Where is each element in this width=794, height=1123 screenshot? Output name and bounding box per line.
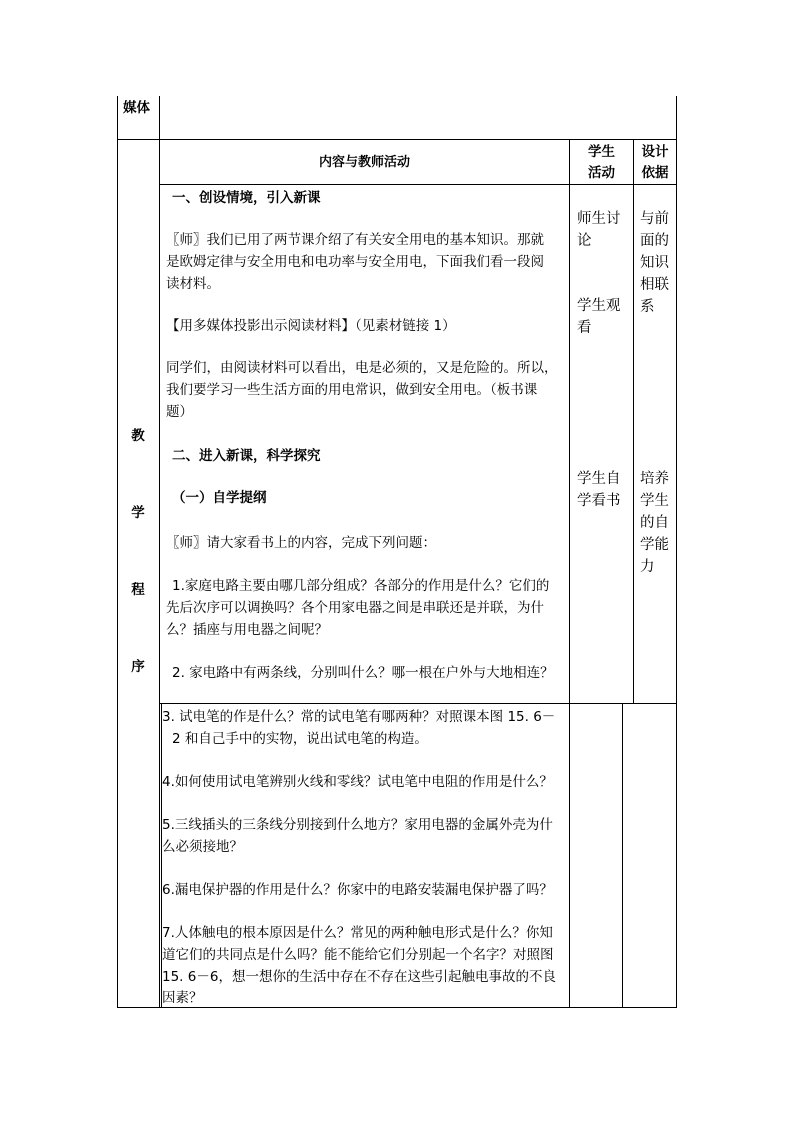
grid-line [117,139,677,140]
grid-line [569,703,570,1008]
header-content: 内容与教师活动 [318,155,410,170]
question-line: 先后次序可以调换吗？各个用家电器之间是串联还是并联，为什 [166,600,544,616]
paragraph-line: 【用多媒体投影出示阅读材料】（见素材链接 1） [166,318,456,334]
question-line: 4.如何使用试电笔辨别火线和零线？试电笔中电阻的作用是什么？ [162,774,553,790]
question-line: 么必须接地？ [162,839,243,855]
design-line: 的自 [640,515,669,531]
process-label-char: 程 [131,582,145,598]
grid-line [159,703,677,704]
design-line: 学生 [640,493,669,509]
paragraph-line: 我们要学习一些生活方面的用电常识，做到安全用电。（板书课 [166,382,538,398]
question-line: 15. 6－6，想一想你的生活中存在不存在这些引起触电事故的不良 [162,969,556,985]
question-line: 7.人体触电的根本原因是什么？常见的两种触电形式是什么？你知 [162,925,553,941]
paragraph-line: 〖师〗我们已用了两节课介绍了有关安全用电的基本知识。那就 [166,232,544,248]
section1-title: 一、创设情境，引入新课 [172,190,321,206]
question-line: 1.家庭电路主要由哪几部分组成？各部分的作用是什么？它们的 [172,578,550,594]
design-line: 学能 [640,537,669,553]
design-line: 力 [640,559,655,575]
activity-line: 论 [577,233,592,249]
design-line: 相联 [640,277,669,293]
design-line: 知识 [640,255,669,271]
header-design-line1: 设计 [641,144,669,160]
activity-line: 学生自 [577,471,621,487]
question-line: 2 和自己手中的实物，说出试电笔的构造。 [172,731,428,747]
header-design-line2: 依据 [641,165,669,181]
grid-line [622,703,623,1008]
activity-line: 看 [577,320,592,336]
process-label-char: 教 [131,428,145,444]
question-line: 6.漏电保护器的作用是什么？你家中的电路安装漏电保护器了吗？ [162,882,553,898]
process-label-char: 序 [131,659,145,675]
grid-line [117,96,118,1008]
question-line: 道它们的共同点是什么吗？能不能给它们分别起一个名字？对照图 [162,947,554,963]
activity-line: 学生观 [577,298,621,314]
design-line: 系 [640,299,655,315]
question-line: 5.三线插头的三条线分别接到什么地方？家用电器的金属外壳为什 [162,817,553,833]
design-line: 与前 [640,211,669,227]
subsection1-title: （一）自学提纲 [172,490,267,506]
section2-title: 二、进入新课，科学探究 [172,448,321,464]
paragraph-line: 同学们，由阅读材料可以看出，电是必须的，又是危险的。所以， [166,360,558,376]
question-line: 2. 家电路中有两条线，分别叫什么？哪一根在户外与大地相连？ [172,665,554,681]
media-label: 媒体 [123,100,150,116]
design-line: 面的 [640,233,669,249]
activity-line: 师生讨 [577,211,621,227]
grid-line [159,96,160,1008]
activity-line: 学看书 [577,493,621,509]
header-student-line1: 学生 [588,144,615,160]
paragraph-line: 题） [166,404,193,420]
design-line: 培养 [640,471,669,487]
paragraph-line: 读材料。 [166,276,220,292]
process-label-char: 学 [131,505,145,521]
paragraph-line: 〖师〗请大家看书上的内容，完成下列问题： [166,535,436,551]
question-line: 因素？ [162,990,203,1006]
grid-line [633,139,634,703]
paragraph-line: 是欧姆定律与安全用电和电功率与安全用电，下面我们看一段阅 [166,254,544,270]
question-line: 3. 试电笔的作是什么？常的试电笔有哪两种？对照课本图 15. 6－ [162,709,556,725]
question-line: 么？插座与用电器之间呢？ [166,622,328,638]
header-student-line2: 活动 [588,165,615,181]
grid-line [569,139,570,703]
grid-line [676,96,677,1008]
